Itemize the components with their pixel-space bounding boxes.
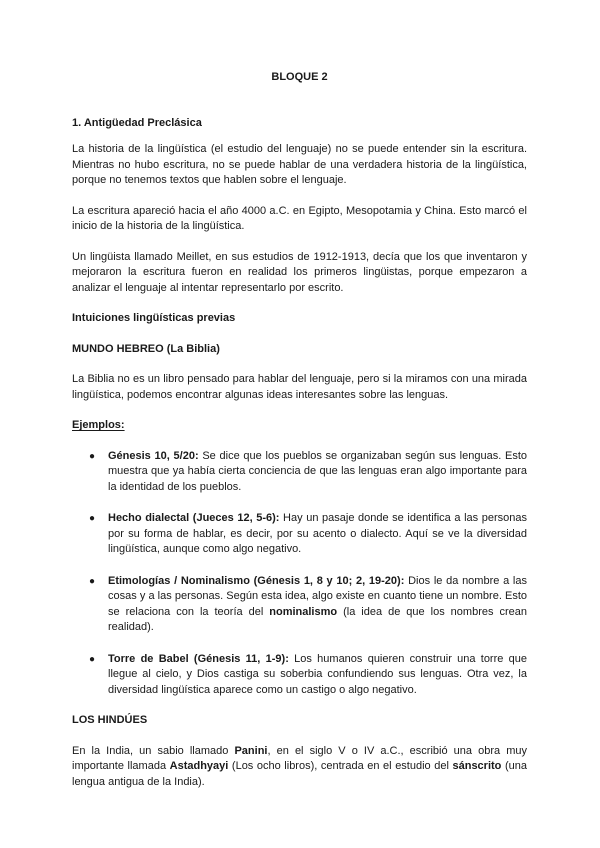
paragraph-meillet: Un lingüista llamado Meillet, en sus estudios de 1912-1913, decía que los que inventaron y mejoraron la escritura fueron en realidad los primeros lingüistas, porque empezaron a analizar el lenguaje al intentar representarlo por escrito. <box>72 250 527 294</box>
subheading-ejemplos: Ejemplos: <box>72 419 125 431</box>
example-term: Torre de Babel (Génesis 11, 1-9): <box>108 652 289 665</box>
subheading-mundo-hebreo: MUNDO HEBREO (La Biblia) <box>72 342 220 355</box>
paragraph-escritura: La escritura apareció hacia el año 4000 a.C. en Egipto, Mesopotamia y China. Esto marcó el inicio de la historia de la lingüística. <box>72 204 527 232</box>
example-term: Etimologías / Nominalismo (Génesis 1, 8 y 10; 2, 19-20): <box>108 574 405 587</box>
text-run: En la India, un sabio llamado <box>72 744 235 757</box>
bullet-icon: ● <box>89 575 96 587</box>
paragraph-historia: La historia de la lingüística (el estudio del lenguaje) no se puede entender sin la escritura. Mientras no hubo escritura, no se puede hablar de una verdadera historia de la lingüística, porque no tenemos textos que hablen sobre el lenguaje. <box>72 143 527 186</box>
example-bold-word: nominalismo <box>269 605 338 618</box>
example-text: Dios le da nombre a las cosas y a las personas. Según esta idea, algo existe en cuanto tiene un nombre. Esto se relaciona con la teoría del <box>108 574 527 618</box>
subheading-intuiciones: Intuiciones lingüísticas previas <box>72 312 236 324</box>
example-text: (la idea de que los nombres crean realidad). <box>108 605 527 633</box>
text-run: (una lengua antigua de la India). <box>72 760 527 788</box>
document-title: BLOQUE 2 <box>271 71 328 83</box>
example-text: Hay un pasaje donde se identifica a las personas por su forma de hablar, es decir, por su acento o dialecto. Aquí se ve la diversidad lingüística, aunque como algo negativo. <box>108 512 527 555</box>
list-item <box>72 574 527 636</box>
bullet-icon: ● <box>89 653 96 665</box>
paragraph-panini <box>72 744 527 791</box>
bold-run: Astadhyayi <box>169 760 229 772</box>
text-run: (Los ocho libros), centrada en el estudio del <box>228 760 453 772</box>
section-heading-antiguedad: 1. Antigüedad Preclásica <box>72 116 202 129</box>
bold-run: Panini <box>234 744 268 757</box>
example-term: Génesis 10, 5/20: <box>108 449 199 462</box>
list-item <box>72 652 527 699</box>
bullet-icon: ● <box>89 450 96 462</box>
list-item <box>72 449 527 496</box>
list-item <box>72 511 527 558</box>
bold-run: sánscrito <box>452 760 502 772</box>
bullet-icon: ● <box>89 513 96 524</box>
subheading-hindues: LOS HINDÚES <box>72 714 148 726</box>
example-text: Se dice que los pueblos se organizaban según sus lenguas. Esto muestra que ya había cierta conciencia de que las lenguas eran algo importante para la identidad de los pueblos. <box>108 449 528 493</box>
paragraph-biblia: La Biblia no es un libro pensado para hablar del lenguaje, pero si la miramos con una mirada lingüística, podemos encontrar algunas ideas interesantes sobre las lenguas. <box>72 373 527 401</box>
examples-list <box>72 449 527 699</box>
example-term: Hecho dialectal (Jueces 12, 5-6): <box>108 512 280 524</box>
example-text: Los humanos quieren construir una torre que llegue al cielo, y Dios castiga su soberbia confundiendo sus lenguas. Otra vez, la diversidad lingüística aparece como un castigo o algo negativo. <box>108 652 528 696</box>
text-run: , en el siglo V o IV a.C., escribió una obra muy importante llamada <box>72 744 527 772</box>
document-page <box>72 70 527 790</box>
